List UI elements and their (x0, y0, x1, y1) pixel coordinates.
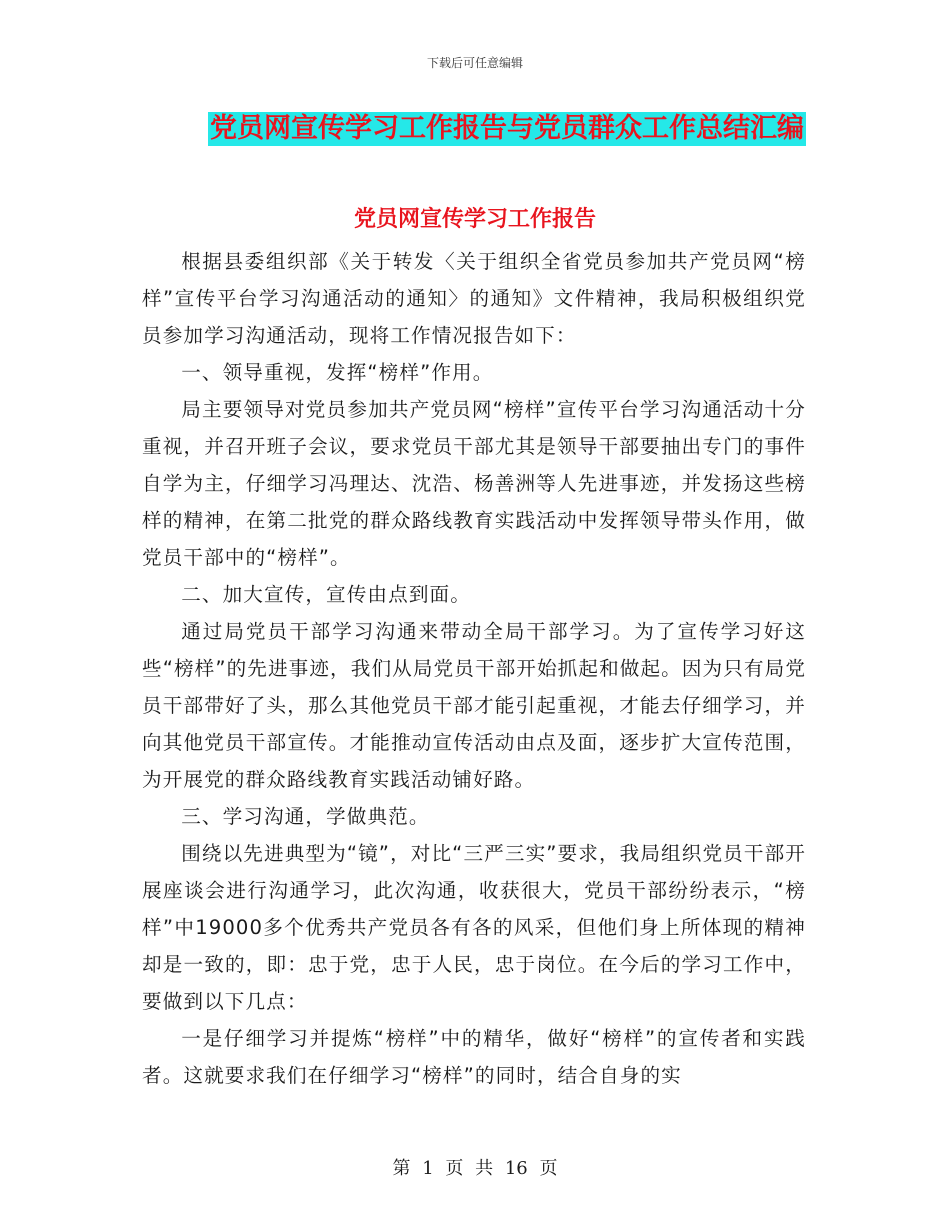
paragraph-publicity: 通过局党员干部学习沟通来带动全局干部学习。为了宣传学习好这些“榜样”的先进事迹，我们从局党员干部开始抓起和做起。因为只有局党员干部带好了头，那么其他党员干部才能引起重视，才能去仔细学习，并向其他党员干部宣传。才能推动宣传活动由点及面，逐步扩大宣传范围，为开展党的群众路线教育实践活动铺好路。 (142, 620, 807, 791)
document-title: 党员网宣传学习工作报告与党员群众工作总结汇编 (210, 113, 804, 144)
paragraph-learning: 围绕以先进典型为“镜”，对比“三严三实”要求，我局组织党员干部开展座谈会进行沟通学习，此次沟通，收获很大，党员干部纷纷表示，“榜样”中19000多个优秀共产党员各有各的风采，但他们身上所体现的精神却是一致的，即：忠于党，忠于人民，忠于岗位。在今后的学习工作中，要做到以下几点： (142, 842, 806, 1013)
paragraph-point-one: 一是仔细学习并提炼“榜样”中的精华，做好“榜样”的宣传者和实践者。这就要求我们在仔细学习“榜样”的同时，结合自身的实 (142, 1027, 806, 1087)
body-text (142, 243, 806, 1094)
heading-leadership: 一、领导重视，发挥“榜样”作用。 (181, 361, 494, 384)
heading-publicity: 二、加大宣传，宣传由点到面。 (181, 583, 471, 606)
section-title: 党员网宣传学习工作报告 (353, 207, 596, 232)
page-footer: 第 1 页 共 16 页 (392, 1158, 558, 1179)
paragraph-intro: 根据县委组织部《关于转发〈关于组织全省党员参加共产党员网“榜样”宣传平台学习沟通活动的通知〉的通知》文件精神，我局积极组织党员参加学习沟通活动，现将工作情况报告如下： (142, 250, 806, 347)
heading-learning: 三、学习沟通，学做典范。 (181, 805, 430, 828)
paragraph-leadership: 局主要领导对党员参加共产党员网“榜样”宣传平台学习沟通活动十分重视，并召开班子会议，要求党员干部尤其是领导干部要抽出专门的事件自学为主，仔细学习冯理达、沈浩、杨善洲等人先进事迹，并发扬这些榜样的精神，在第二批党的群众路线教育实践活动中发挥领导带头作用，做党员干部中的“榜样”。 (142, 398, 806, 569)
header-note: 下载后可任意编辑 (426, 56, 523, 70)
